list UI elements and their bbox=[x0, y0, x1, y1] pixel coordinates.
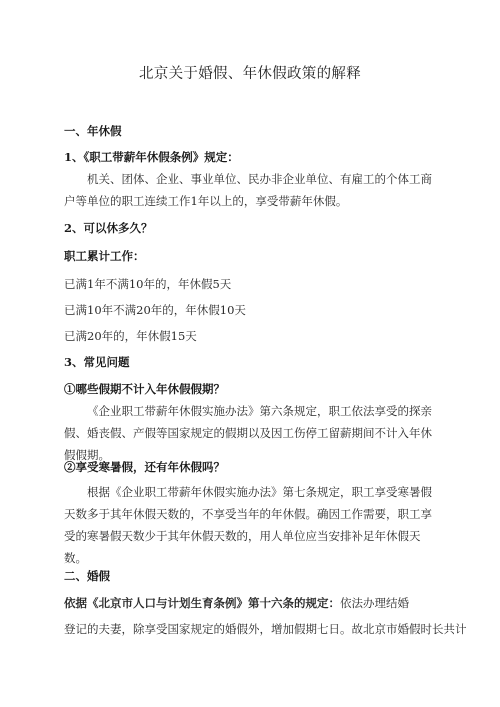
marriage-basis-line bbox=[64, 595, 409, 611]
list-item-tier-2: 已满10年不满20年的，年休假10天 bbox=[64, 303, 246, 317]
list-item-tier-1: 已满1年不满10年的，年休假5天 bbox=[64, 277, 232, 291]
subheading-work-years: 职工累计工作： bbox=[64, 249, 145, 263]
list-item-tier-3: 已满20年的，年休假15天 bbox=[64, 329, 197, 343]
paragraph-regulation: 机关、团体、企业、事业单位、民办非企业单位、有雇工的个体工商户等单位的职工连续工作1年以上的，享受带薪年休假。 bbox=[64, 172, 432, 208]
subheading-regulation: 1、《职工带薪年休假条例》规定： bbox=[64, 150, 239, 164]
section-heading-annual-leave: 一、年休假 bbox=[64, 124, 122, 138]
faq-2-question: ②享受寒暑假，还有年休假吗？ bbox=[64, 460, 225, 474]
section-heading-marriage-leave: 二、婚假 bbox=[64, 569, 110, 583]
subheading-faq: 3、常见问题 bbox=[64, 355, 130, 369]
marriage-basis-citation: 依据《北京市人口与计划生育条例》第十六条的规定： bbox=[64, 596, 340, 610]
marriage-basis-rest: 依法办理结婚 bbox=[340, 596, 409, 610]
marriage-body-line: 登记的夫妻，除享受国家规定的婚假外，增加假期七日。故北京市婚假时长共计 bbox=[64, 622, 467, 636]
faq-2-answer: 根据《企业职工带薪年休假实施办法》第七条规定，职工享受寒暑假天数多于其年休假天数的，不享受当年的年休假。确因工作需要，职工享受的寒暑假天数少于其年休假天数的，用人单位应当安排补足年休假天数。 bbox=[64, 485, 432, 565]
faq-1-question: ①哪些假期不计入年休假假期？ bbox=[64, 382, 225, 396]
subheading-duration: 2、可以休多久？ bbox=[64, 221, 153, 235]
page-title: 北京关于婚假、年休假政策的解释 bbox=[139, 66, 361, 82]
faq-1-answer: 《企业职工带薪年休假实施办法》第六条规定，职工依法享受的探亲假、婚丧假、产假等国家规定的假期以及因工伤停工留薪期间不计入年休假假期。 bbox=[64, 404, 432, 462]
